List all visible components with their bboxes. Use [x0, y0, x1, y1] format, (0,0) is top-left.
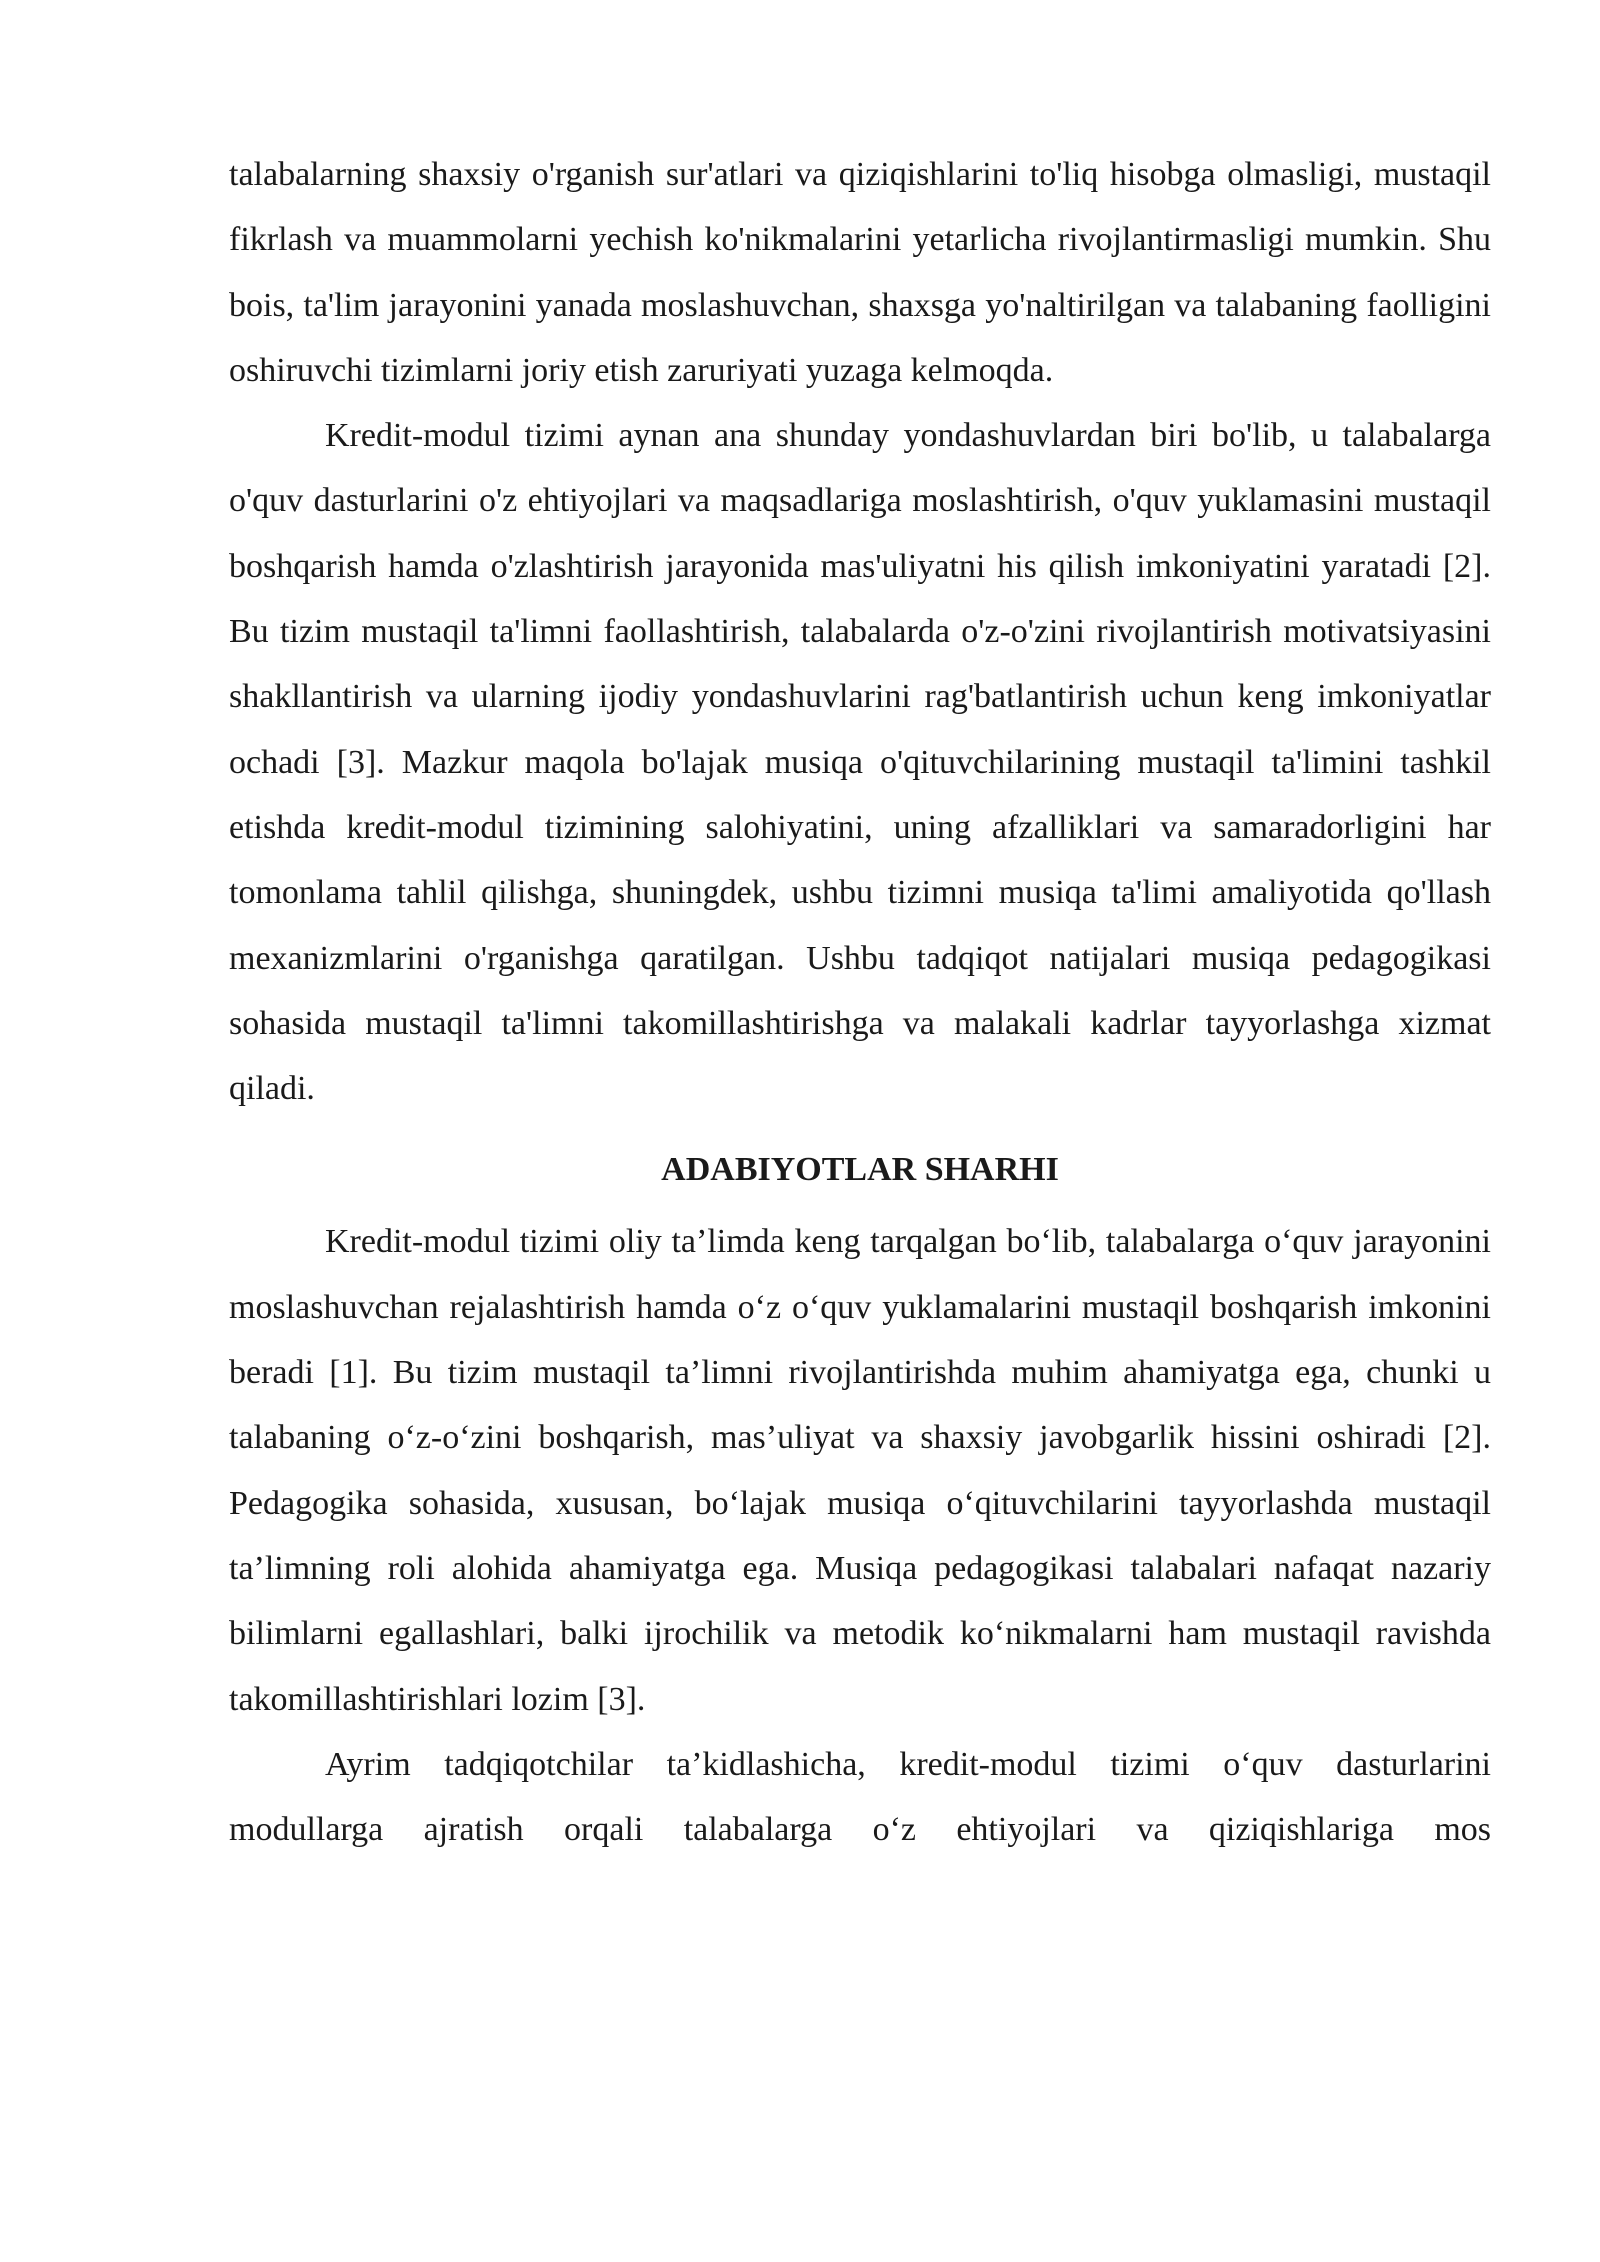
paragraph-credit-module-system: Kredit-modul tizimi aynan ana shunday yondashuvlardan biri bo'lib, u talabalarga o'quv dasturlarini o'z ehtiyojlari va maqsadlariga moslashtirish, o'quv yuklamasini mustaqil boshqarish hamda o'zlashtirish jarayonida mas'uliyatni his qilish imkoniyatini yaratadi [2]. Bu tizim mustaqil ta'limni faollashtirish, talabalarda o'z-o'zini rivojlantirish motivatsiyasini shakllantirish va ularning ijodiy yondashuvlarini rag'batlantirish uchun keng imkoniyatlar ochadi [3]. Mazkur maqola bo'lajak musiqa o'qituvchilarining mustaqil ta'limini tashkil etishda kredit-modul tizimining salohiyatini, uning afzalliklari va samaradorligini har tomonlama tahlil qilishga, shuningdek, ushbu tizimni musiqa ta'limi amaliyotida qo'llash mexanizmlarini o'rganishga qaratilgan. Ushbu tadqiqot natijalari musiqa pedagogikasi sohasida mustaqil ta'limni takomillashtirishga va malakali kadrlar tayyorlashga xizmat qiladi. — [229, 417, 1491, 1108]
document-page — [229, 142, 1491, 1862]
paragraph-intro-continuation: talabalarning shaxsiy o'rganish sur'atlari va qiziqishlarini to'liq hisobga olmasligi, mustaqil fikrlash va muammolarni yechish ko'nikmalarini yetarlicha rivojlantirmasligi mumkin. Shu bois, ta'lim jarayonini yanada moslashuvchan, shaxsga yo'naltirilgan va talabaning faolligini oshiruvchi tizimlarni joriy etish zaruriyati yuzaga kelmoqda. — [229, 156, 1491, 389]
paragraph-literature-review-1: Kredit-modul tizimi oliy ta’limda keng tarqalgan bo‘lib, talabalarga o‘quv jarayonini moslashuvchan rejalashtirish hamda o‘z o‘quv yuklamalarini mustaqil boshqarish imkonini beradi [1]. Bu tizim mustaqil ta’limni rivojlantirishda muhim ahamiyatga ega, chunki u talabaning o‘z-o‘zini boshqarish, mas’uliyat va shaxsiy javobgarlik hissini oshiradi [2]. Pedagogika sohasida, xususan, bo‘lajak musiqa o‘qituvchilarini tayyorlashda mustaqil ta’limning roli alohida ahamiyatga ega. Musiqa pedagogikasi talabalari nafaqat nazariy bilimlarni egallashlari, balki ijrochilik va metodik ko‘nikmalarni ham mustaqil ravishda takomillashtirishlari lozim [3]. — [229, 1223, 1491, 1718]
section-heading-literature-review: ADABIYOTLAR SHARHI — [661, 1151, 1059, 1189]
paragraph-literature-review-2: Ayrim tadqiqotchilar ta’kidlashicha, kredit-modul tizimi o‘quv dasturlarini modullarga ajratish orqali talabalarga o‘z ehtiyojlari va qiziqishlariga mos — [229, 1745, 1491, 1849]
